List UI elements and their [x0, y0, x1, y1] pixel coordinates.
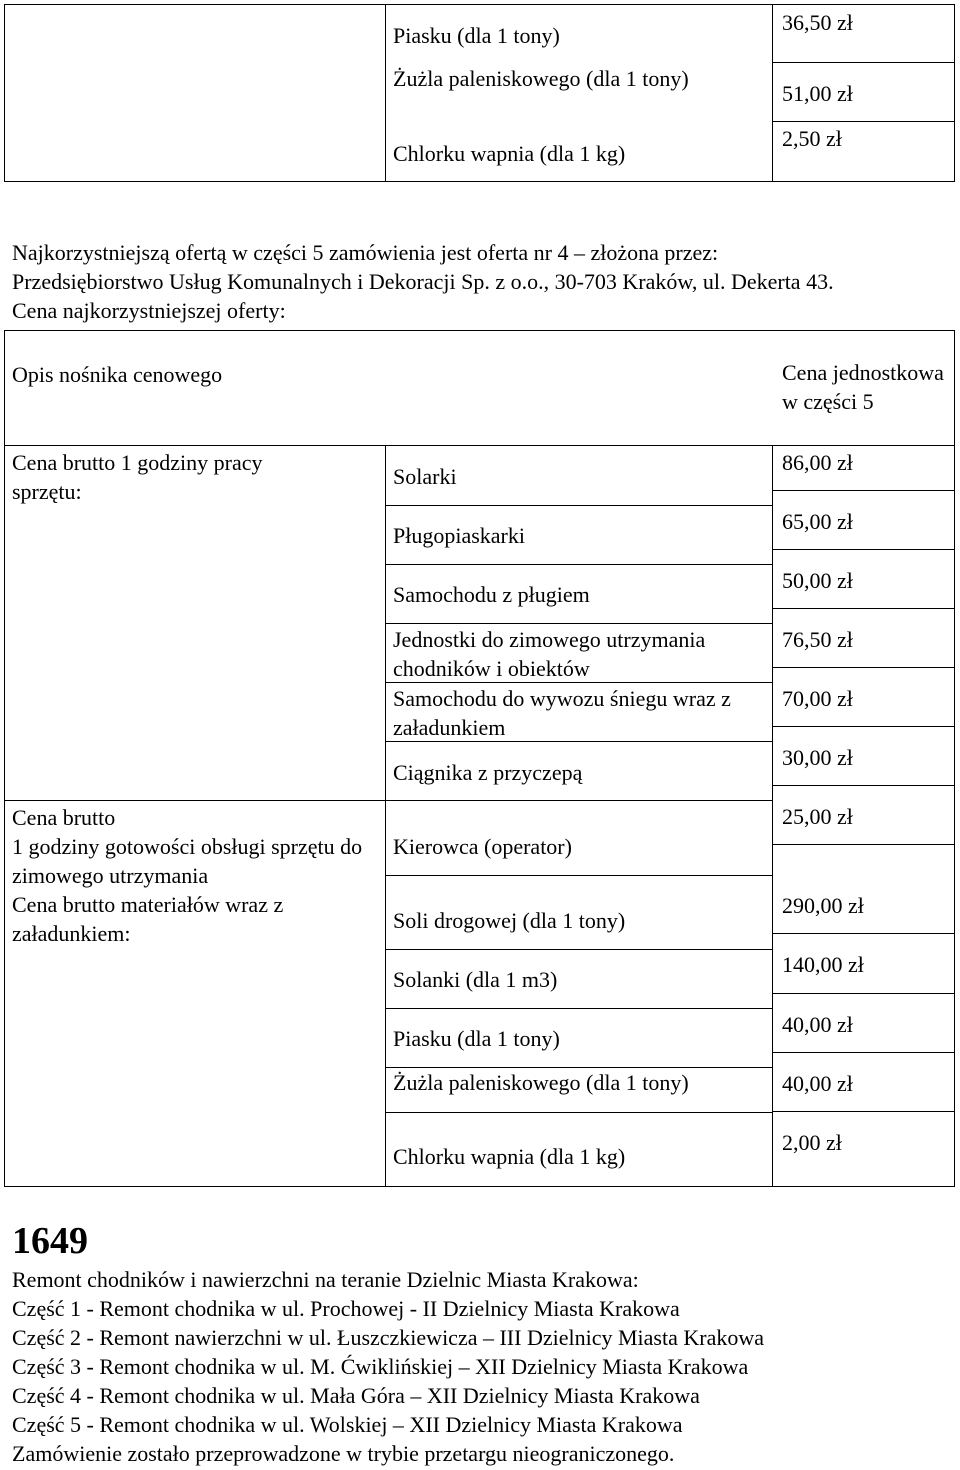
- item-description: Jednostki do zimowego utrzymania chodników i obiektów: [393, 627, 706, 681]
- item-description: Solarki: [393, 464, 457, 489]
- top-row-item: Żużla paleniskowego (dla 1 tony): [393, 66, 689, 91]
- item-price: 86,00 zł: [782, 450, 853, 475]
- intro-line: Przedsiębiorstwo Usług Komunalnych i Dekoracji Sp. z o.o., 30-703 Kraków, ul. Dekerta 43.: [12, 269, 834, 294]
- item-description: Soli drogowej (dla 1 tony): [393, 908, 626, 933]
- section-number: 1649: [12, 1220, 88, 1262]
- item-price: 40,00 zł: [782, 1012, 853, 1037]
- section-part: Część 2 - Remont nawierzchni w ul. Łuszczkiewicza – III Dzielnicy Miasta Krakowa: [12, 1325, 764, 1350]
- item-price: 76,50 zł: [782, 627, 853, 652]
- top-row-price: 51,00 zł: [782, 81, 853, 106]
- section-footer: Zamówienie zostało przeprowadzone w trybie przetargu nieograniczonego.: [12, 1441, 675, 1466]
- top-row-item: Chlorku wapnia (dla 1 kg): [393, 141, 626, 166]
- group-label-equipment: Cena brutto 1 godziny pracy sprzętu:: [12, 450, 263, 504]
- item-price: 40,00 zł: [782, 1071, 853, 1096]
- group-label-standby-materials: Cena brutto 1 godziny gotowości obsługi sprzętu do zimowego utrzymania Cena brutto materiałów wraz z załadunkiem:: [12, 805, 363, 946]
- section-title: Remont chodników i nawierzchni na teranie Dzielnic Miasta Krakowa:: [12, 1267, 639, 1292]
- item-description: Solanki (dla 1 m3): [393, 967, 558, 992]
- item-description: Ciągnika z przyczepą: [393, 760, 583, 785]
- section-part: Część 5 - Remont chodnika w ul. Wolskiej – XII Dzielnicy Miasta Krakowa: [12, 1412, 683, 1437]
- intro-line: Najkorzystniejszą ofertą w części 5 zamówienia jest oferta nr 4 – złożona przez:: [12, 240, 719, 265]
- section-part: Część 3 - Remont chodnika w ul. M. Ćwiklińskiej – XII Dzielnicy Miasta Krakowa: [12, 1354, 749, 1379]
- top-row-price: 2,50 zł: [782, 126, 842, 151]
- header-unit-price: Cena jednostkowa w części 5: [782, 360, 944, 414]
- item-description: Pługopiaskarki: [393, 523, 525, 548]
- item-description: Chlorku wapnia (dla 1 kg): [393, 1144, 626, 1169]
- top-row-item: Piasku (dla 1 tony): [393, 23, 560, 48]
- item-price: 70,00 zł: [782, 686, 853, 711]
- section-part: Część 1 - Remont chodnika w ul. Prochowej - II Dzielnicy Miasta Krakowa: [12, 1296, 680, 1321]
- top-row-price: 36,50 zł: [782, 10, 853, 35]
- item-description: Samochodu do wywozu śniegu wraz z załadunkiem: [393, 686, 731, 740]
- item-price: 25,00 zł: [782, 804, 853, 829]
- item-description: Żużla paleniskowego (dla 1 tony): [393, 1070, 689, 1095]
- item-price: 2,00 zł: [782, 1130, 842, 1155]
- item-price: 65,00 zł: [782, 509, 853, 534]
- item-price: 50,00 zł: [782, 568, 853, 593]
- item-price: 290,00 zł: [782, 893, 864, 918]
- item-description: Samochodu z pługiem: [393, 582, 590, 607]
- item-description: Kierowca (operator): [393, 834, 572, 859]
- item-description: Piasku (dla 1 tony): [393, 1026, 560, 1051]
- item-price: 140,00 zł: [782, 952, 864, 977]
- section-part: Część 4 - Remont chodnika w ul. Mała Góra – XII Dzielnicy Miasta Krakowa: [12, 1383, 700, 1408]
- header-description: Opis nośnika cenowego: [12, 362, 223, 387]
- item-price: 30,00 zł: [782, 745, 853, 770]
- intro-line: Cena najkorzystniejszej oferty:: [12, 298, 286, 323]
